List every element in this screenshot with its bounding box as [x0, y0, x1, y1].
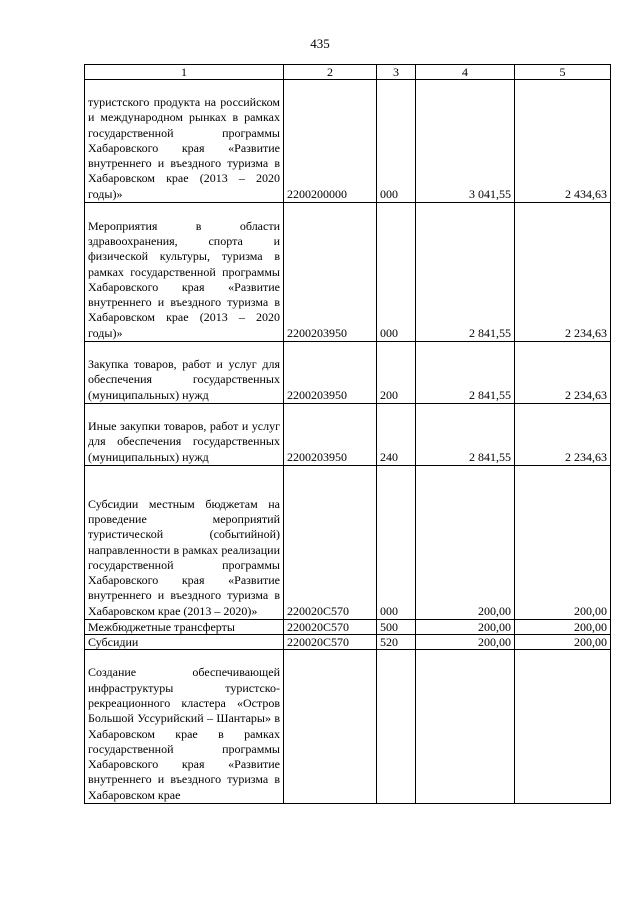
- row-name: Иные закупки товаров, работ и услуг для обеспечения государственных (муниципальных) нужд: [85, 404, 284, 466]
- header-col-1: 1: [85, 65, 284, 80]
- row-sum-col4: 2 841,55: [416, 342, 515, 404]
- table-body: [85, 80, 611, 804]
- row-target-code: [284, 650, 377, 804]
- row-name: туристского продукта на российском и международном рынках в рамках государственной программы Хабаровского края «Развитие внутреннего и въездного туризма в Хабаровском крае (2013 – 2020 годы)»: [85, 80, 284, 203]
- row-sum-col4: 200,00: [416, 635, 515, 650]
- row-target-code: 2200200000: [284, 80, 377, 203]
- row-sum-col4: 3 041,55: [416, 80, 515, 203]
- row-name: Закупка товаров, работ и услуг для обеспечения государственных (муниципальных) нужд: [85, 342, 284, 404]
- header-col-2: 2: [284, 65, 377, 80]
- row-sum-col5: 2 434,63: [515, 80, 611, 203]
- row-sum-col5: 2 234,63: [515, 342, 611, 404]
- table-row: [85, 650, 611, 804]
- table-row: [85, 80, 611, 203]
- table-row: [85, 620, 611, 635]
- row-expense-type: 240: [377, 404, 416, 466]
- row-target-code: 2200203950: [284, 404, 377, 466]
- row-name: Создание обеспечивающей инфраструктуры туристско-рекреационного кластера «Остров Большой Уссурийский – Шантары» в Хабаровском крае в рамках государственной программы Хабаровского края «Развитие внутреннего и въездного туризма в Хабаровском крае: [85, 650, 284, 804]
- row-sum-col4: [416, 650, 515, 804]
- row-name: Мероприятия в области здравоохранения, спорта и физической культуры, туризма в рамках государственной программы Хабаровского края «Развитие внутреннего и въездного туризма в Хабаровском крае (2013 – 2020 годы)»: [85, 203, 284, 342]
- row-expense-type: 200: [377, 342, 416, 404]
- table-row: [85, 342, 611, 404]
- row-target-code: 220020С570: [284, 620, 377, 635]
- row-expense-type: 000: [377, 466, 416, 620]
- row-sum-col4: 2 841,55: [416, 203, 515, 342]
- row-name: Межбюджетные трансферты: [85, 620, 284, 635]
- header-col-3: 3: [377, 65, 416, 80]
- page-number: 435: [310, 36, 330, 51]
- row-sum-col5: 200,00: [515, 635, 611, 650]
- row-sum-col5: 200,00: [515, 620, 611, 635]
- row-expense-type: 000: [377, 203, 416, 342]
- row-expense-type: 520: [377, 635, 416, 650]
- row-name: Субсидии: [85, 635, 284, 650]
- header-col-4: 4: [416, 65, 515, 80]
- row-target-code: 2200203950: [284, 342, 377, 404]
- row-expense-type: 000: [377, 80, 416, 203]
- row-sum-col5: 200,00: [515, 466, 611, 620]
- row-expense-type: [377, 650, 416, 804]
- row-sum-col5: 2 234,63: [515, 203, 611, 342]
- row-target-code: 220020С570: [284, 466, 377, 620]
- row-target-code: 2200203950: [284, 203, 377, 342]
- table-row: [85, 203, 611, 342]
- table-row: [85, 466, 611, 620]
- row-sum-col4: 200,00: [416, 466, 515, 620]
- budget-table: [84, 64, 611, 804]
- header-col-5: 5: [515, 65, 611, 80]
- row-name: Субсидии местным бюджетам на проведение мероприятий туристической (событийной) направленности в рамках реализации государственной программы Хабаровского края «Развитие внутреннего и въездного туризма в Хабаровском крае (2013 – 2020)»: [85, 466, 284, 620]
- table-row: [85, 635, 611, 650]
- row-sum-col5: [515, 650, 611, 804]
- header-row: [85, 65, 611, 80]
- row-sum-col4: 200,00: [416, 620, 515, 635]
- row-expense-type: 500: [377, 620, 416, 635]
- row-sum-col5: 2 234,63: [515, 404, 611, 466]
- row-target-code: 220020С570: [284, 635, 377, 650]
- table-row: [85, 404, 611, 466]
- row-sum-col4: 2 841,55: [416, 404, 515, 466]
- table-header: [85, 65, 611, 80]
